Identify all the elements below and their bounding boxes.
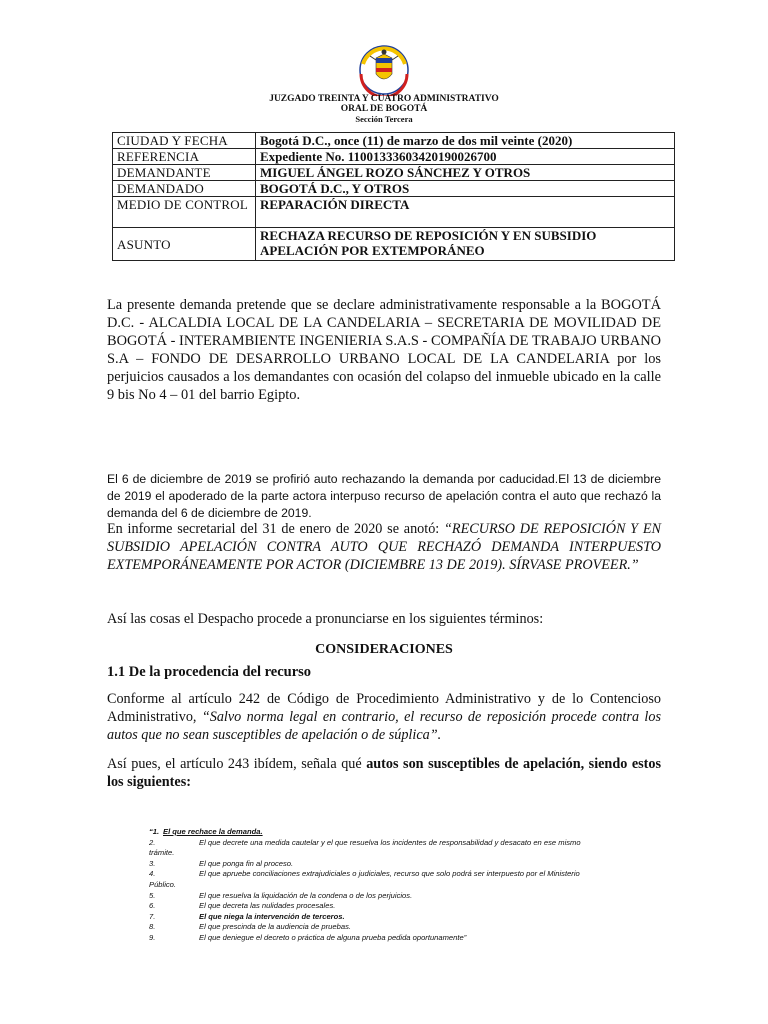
list-item-continuation: Público. — [149, 879, 177, 889]
list-item — [149, 838, 619, 849]
list-item — [149, 922, 619, 933]
table-row — [113, 228, 675, 261]
list-number: 2. — [149, 837, 156, 847]
list-text: El que prescinda de la audiencia de pruebas. — [199, 922, 351, 932]
table-row — [113, 133, 675, 149]
list-text: El que apruebe conciliaciones extrajudiciales o judiciales, recurso que solo podrá ser interpuesto por el Ministerio — [199, 869, 580, 879]
bold-phrase: autos son susceptibles de apelación, siendo estos los siguientes: — [107, 756, 661, 790]
paragraph-article-242 — [107, 690, 661, 744]
table-row — [113, 165, 675, 181]
court-section: Sección Tercera — [355, 114, 413, 124]
court-name-line1: JUZGADO TREINTA Y CUATRO ADMINISTRATIVO — [269, 94, 499, 104]
quoted-report: “RECURSO DE REPOSICIÓN Y EN SUBSIDIO APELACIÓN CONTRA AUTO QUE RECHAZÓ DEMANDA INTERPUESTO EXTEMPORÁNEAMENTE POR ACTOR (DICIEMBRE 13 DE 2019). SÍRVASE PROVEER.” — [107, 521, 661, 573]
row-label: REFERENCIA — [113, 149, 256, 165]
list-text: El que rechace la demanda. — [163, 827, 263, 836]
list-number: 7. — [149, 911, 156, 921]
list-text: El que deniegue el decreto o práctica de alguna prueba pedida oportunamente” — [199, 932, 467, 942]
list-item — [149, 933, 619, 944]
quoted-article: “Salvo norma legal en contrario, el recurso de reposición procede contra los autos que no sean susceptibles de apelación o de súplica”. — [107, 709, 661, 743]
list-text: El que decreta las nulidades procesales. — [199, 901, 336, 911]
table-row — [113, 181, 675, 197]
row-value: Bogotá D.C., once (11) de marzo de dos mil veinte (2020) — [256, 133, 675, 149]
list-text: El que resuelva la liquidación de la condena o de los perjuicios. — [199, 890, 413, 900]
list-text: El que niega la intervención de terceros. — [199, 911, 345, 921]
list-item — [149, 901, 619, 912]
paragraph-transition: Así las cosas el Despacho procede a pronunciarse en los siguientes términos: — [107, 611, 544, 627]
list-number: 3. — [149, 858, 156, 868]
row-value: REPARACIÓN DIRECTA — [256, 197, 675, 228]
row-label: CIUDAD Y FECHA — [113, 133, 256, 149]
paragraph-rejection: El 6 de diciembre de 2019 se profirió auto rechazando la demanda por caducidad.El 13 de diciembre de 2019 el apoderado de la parte actora interpuso recurso de apelación contra el auto que rechazó la demanda del 6 de diciembre de 2019. — [107, 472, 661, 520]
paragraph-intro: En informe secretarial del 31 de enero de 2020 se anotó: — [107, 521, 445, 537]
table-row — [113, 149, 675, 165]
case-info-table — [112, 132, 675, 261]
paragraph-intro: Conforme al artículo 242 de Código de Procedimiento Administrativo y de lo Contencioso Administrativo, — [107, 691, 661, 725]
table-row — [113, 197, 675, 228]
row-value: BOGOTÁ D.C., Y OTROS — [256, 181, 675, 197]
list-number: “1. — [149, 827, 160, 836]
list-number: 4. — [149, 869, 156, 879]
row-label: DEMANDANTE — [113, 165, 256, 181]
article-243-list — [149, 827, 619, 944]
paragraph-intro: Así pues, el artículo 243 ibídem, señala qué — [107, 756, 367, 772]
list-item — [149, 912, 619, 923]
section-heading: 1.1 De la procedencia del recurso — [107, 664, 312, 680]
list-text: El que ponga fin al proceso. — [199, 858, 294, 868]
row-label: DEMANDADO — [113, 181, 256, 197]
paragraph-claim: La presente demanda pretende que se declare administrativamente responsable a la BOGOTÁ D.C. - ALCALDIA LOCAL DE LA CANDELARIA – SECRETARIA DE MOVILIDAD DE BOGOTÁ - INTERAMBIENTE INGENIERIA S.A.S - COMPAÑÍA DE TRABAJO URBANO S.A – FONDO DE DESARROLLO URBANO LOCAL DE LA CANDELARIA por los perjuicios causados a los demandantes con ocasión del colapso del inmueble ubicado en la calle 9 bis No 4 – 01 del barrio Egipto. — [107, 297, 661, 403]
list-number: 9. — [149, 932, 156, 942]
list-item — [149, 891, 619, 902]
considerations-heading: CONSIDERACIONES — [315, 642, 453, 657]
list-number: 8. — [149, 922, 156, 932]
paragraph-article-243 — [107, 755, 661, 791]
list-number: 5. — [149, 890, 156, 900]
paragraph-secretarial-report — [107, 520, 661, 574]
court-name-line2: ORAL DE BOGOTÁ — [340, 104, 428, 114]
list-number: 6. — [149, 901, 156, 911]
list-text: El que decrete una medida cautelar y el que resuelva los incidentes de responsabilidad y desacato en ese mismo — [199, 837, 581, 847]
row-label: MEDIO DE CONTROL — [113, 197, 256, 228]
row-value: Expediente No. 11001333603420190026700 — [256, 149, 675, 165]
list-item — [149, 859, 619, 870]
list-item — [149, 827, 619, 838]
colombia-judicial-seal-icon — [350, 44, 418, 96]
row-label: ASUNTO — [113, 228, 256, 261]
row-value: RECHAZA RECURSO DE REPOSICIÓN Y EN SUBSIDIO APELACIÓN POR EXTEMPORÁNEO — [256, 228, 675, 261]
list-item — [149, 869, 619, 880]
list-item-continuation: trámite. — [149, 848, 175, 858]
row-value: MIGUEL ÁNGEL ROZO SÁNCHEZ Y OTROS — [256, 165, 675, 181]
